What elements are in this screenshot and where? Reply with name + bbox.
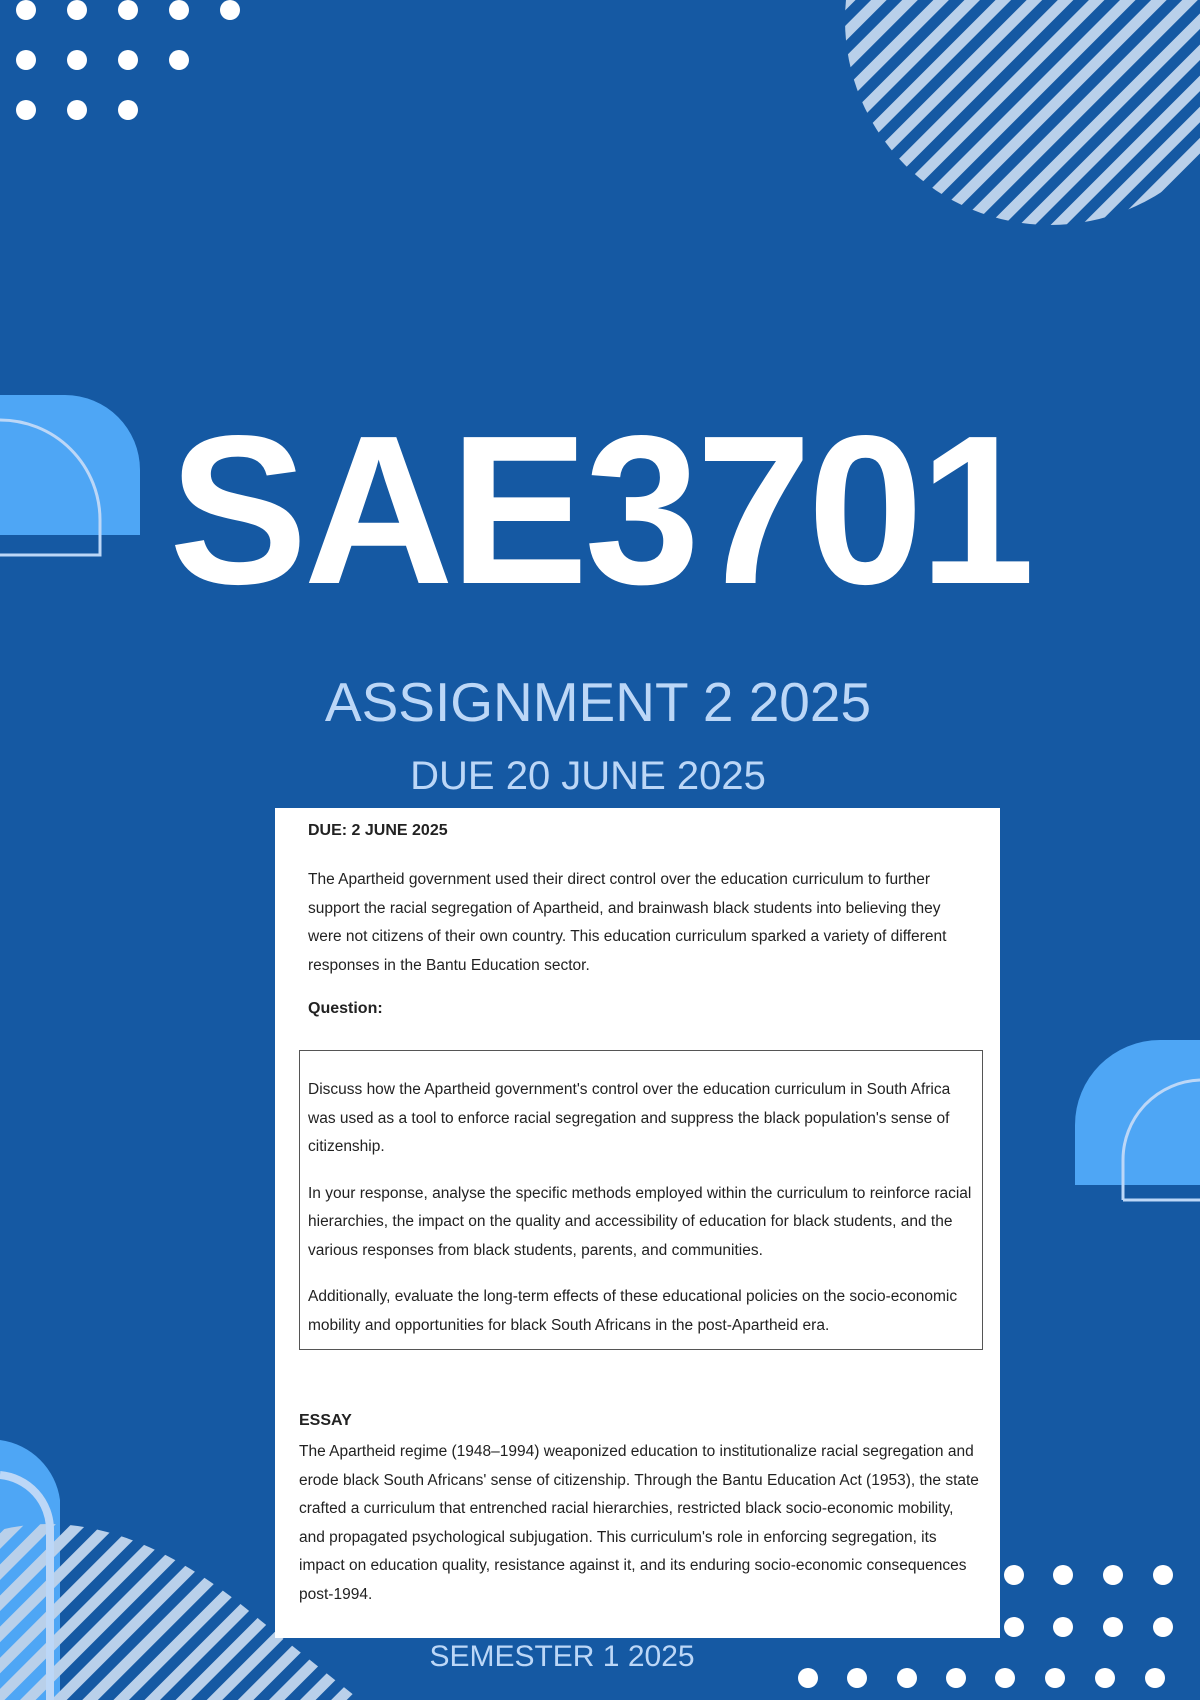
document-due-date: DUE: 2 JUNE 2025 xyxy=(308,822,448,839)
question-box xyxy=(299,1050,983,1350)
question-paragraph: Discuss how the Apartheid government's control over the education curriculum in South Africa was used as a tool to enforce racial segregation and suppress the black population's sense of citizenship. xyxy=(308,1081,951,1155)
due-date-banner: DUE 20 JUNE 2025 xyxy=(410,754,766,798)
question-paragraph: Additionally, evaluate the long-term effects of these educational policies on the socio-economic mobility and opportunities for black South Africans in the post-Apartheid era. xyxy=(308,1288,958,1334)
striped-circle-top-right xyxy=(840,0,1200,225)
document-preview xyxy=(275,808,1000,1638)
dot-pattern-top-left xyxy=(14,0,254,125)
essay-heading: ESSAY xyxy=(299,1412,352,1429)
question-heading: Question: xyxy=(308,1000,383,1017)
arch-shape-right xyxy=(1075,1040,1200,1205)
essay-text: The Apartheid regime (1948–1994) weaponized education to institutionalize racial segregation and erode black South Africans' sense of citizenship. Through the Bantu Education Act (1953), the state crafted a curriculum that entrenched racial hierarchies, restricted black socio-economic mobility, and propagated psychological subjugation. This curriculum's role in enforcing segregation, its impact on education quality, resistance against it, and its enduring socio-economic consequences post-1994. xyxy=(299,1443,979,1603)
question-paragraph: In your response, analyse the specific methods employed within the curriculum to reinforce racial hierarchies, the impact on the quality and accessibility of education for black students, and the various responses from black students, parents, and communities. xyxy=(308,1184,972,1259)
assignment-title: ASSIGNMENT 2 2025 xyxy=(324,671,872,733)
document-intro: The Apartheid government used their direct control over the education curriculum to further support the racial segregation of Apartheid, and brainwash black students into believing they were not citizens of their own country. This education curriculum sparked a variety of different responses in the Bantu Education sector. xyxy=(308,871,947,974)
course-code-title: SAE3701 xyxy=(169,391,1031,628)
semester-label: SEMESTER 1 2025 xyxy=(429,1640,695,1673)
